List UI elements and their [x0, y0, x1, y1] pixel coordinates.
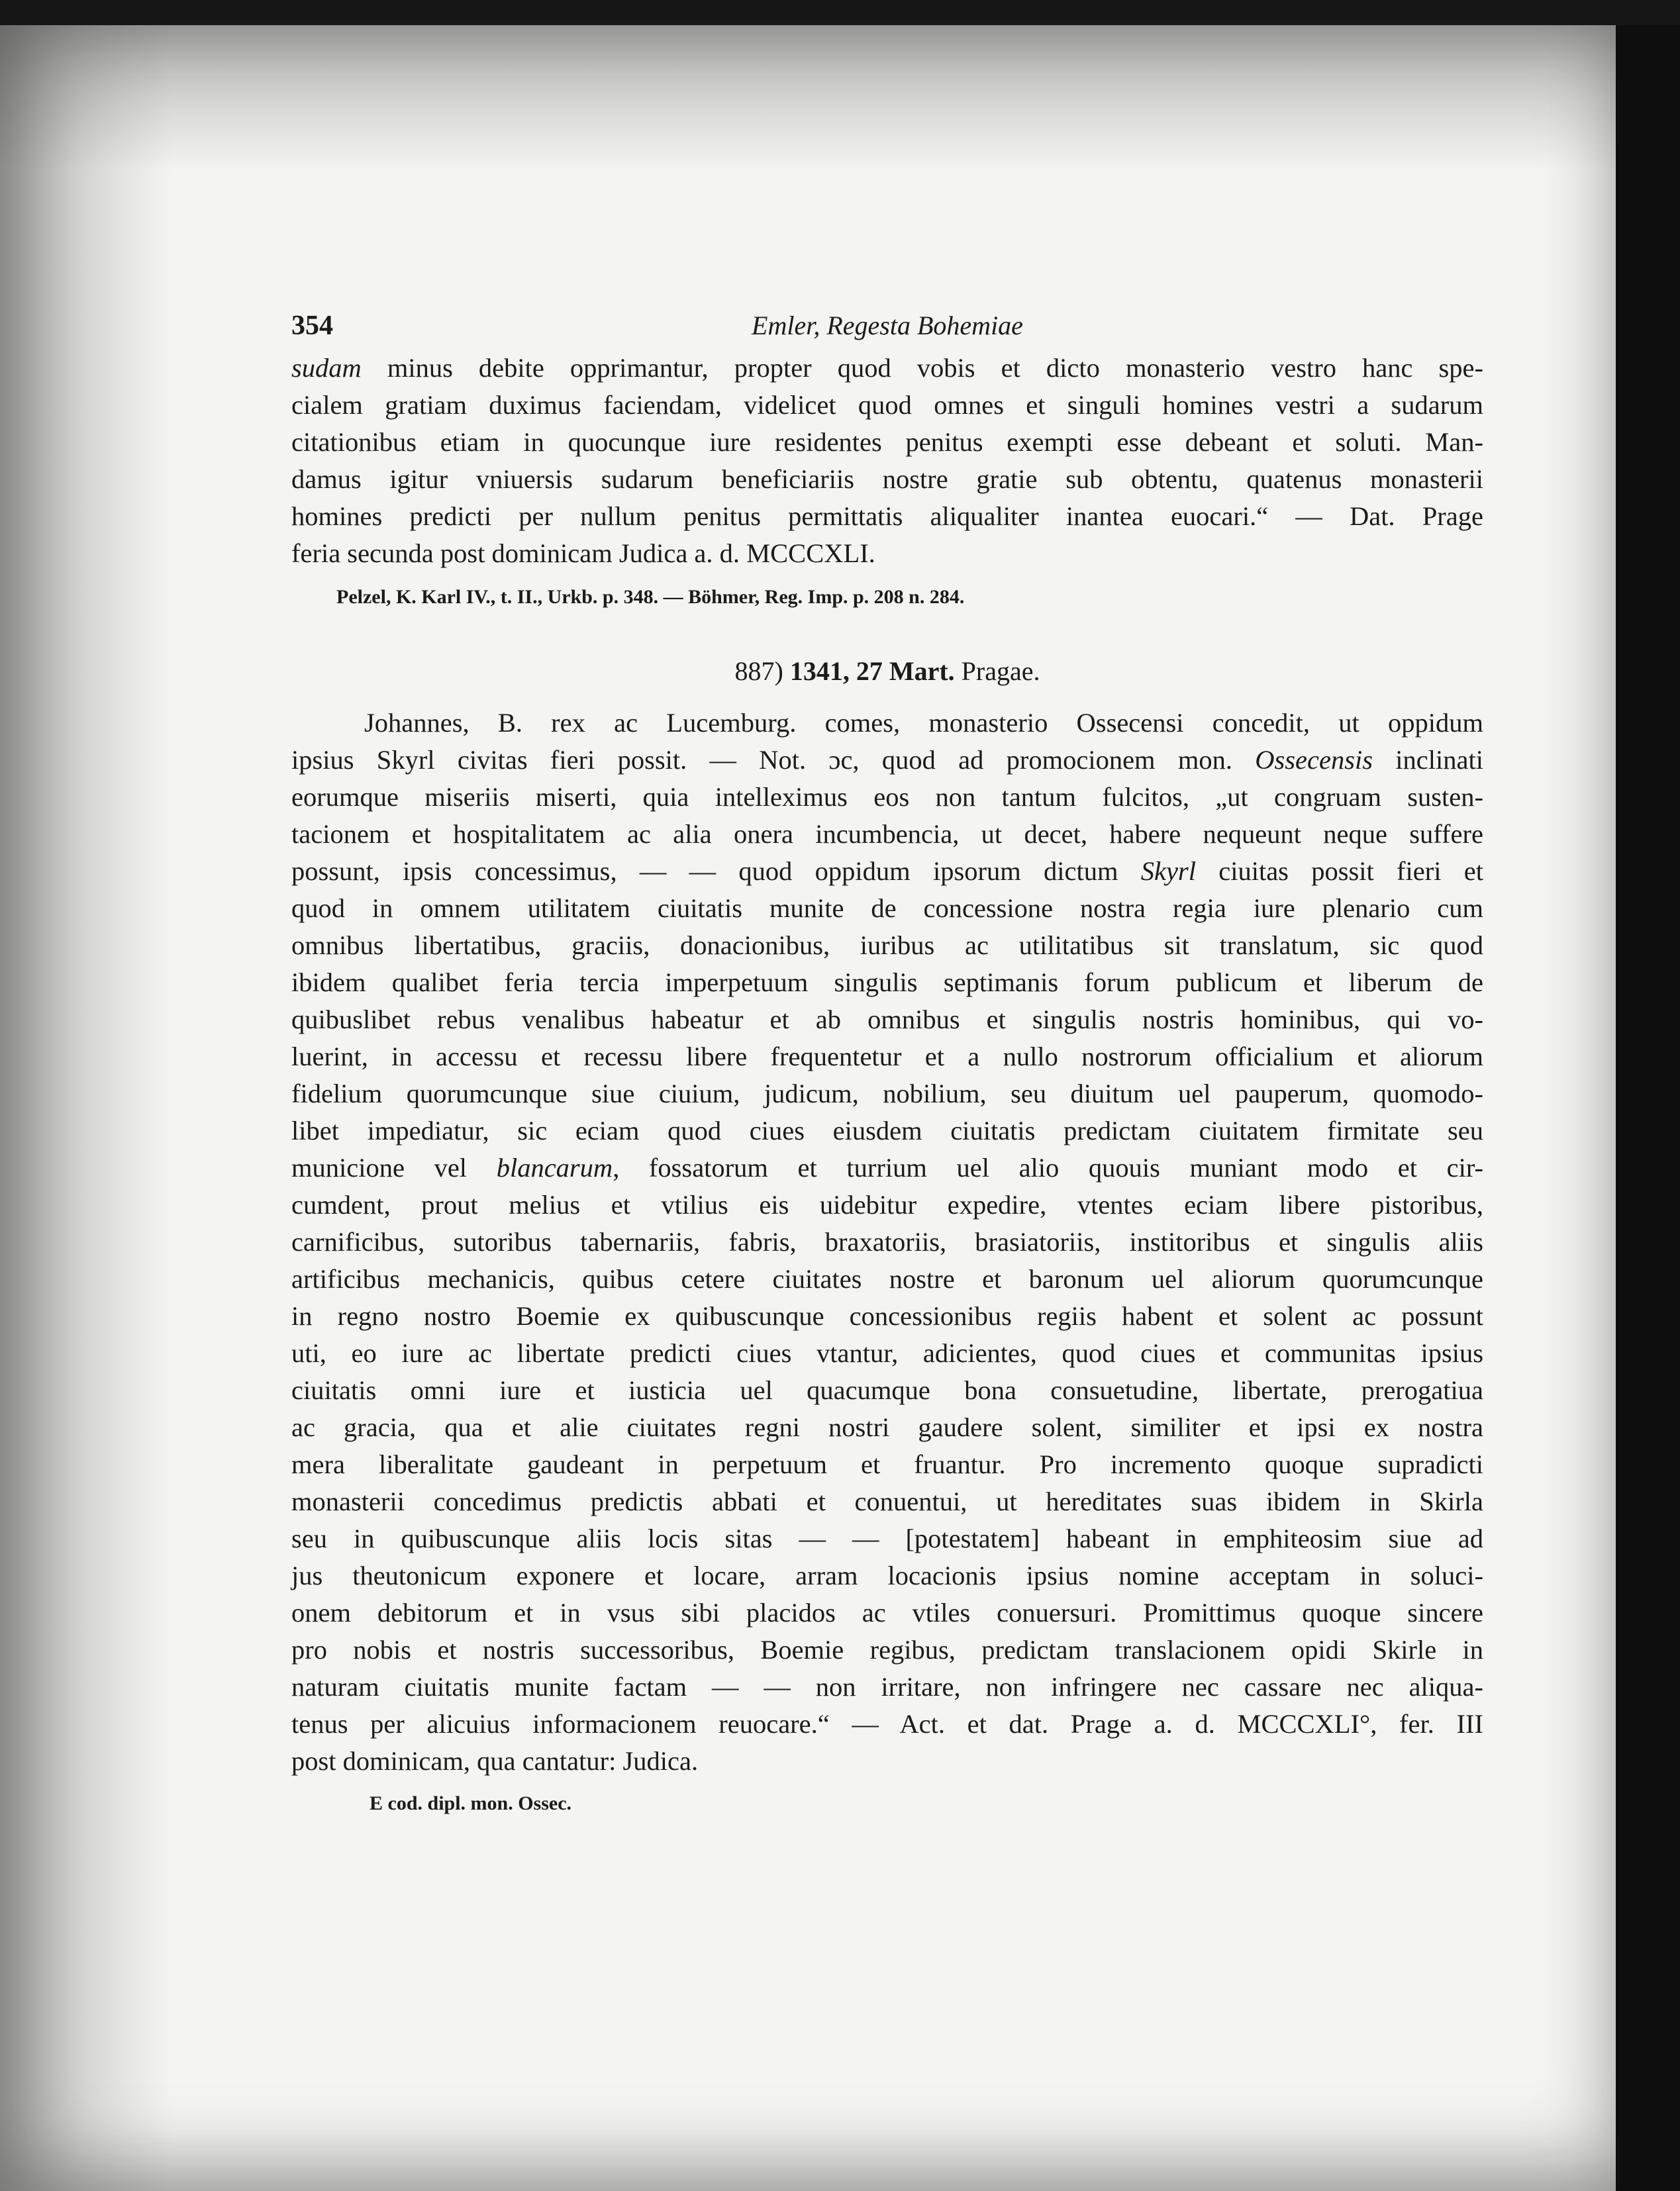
text-line: mera liberalitate gaudeant in perpetuum et fruantur. Pro incremento quoque supradicti [291, 1449, 1483, 1479]
entry-number: 887) [734, 656, 783, 686]
text-line: damus igitur vniuersis sudarum beneficiariis nostre gratie sub obtentu, quatenus monasterii [291, 464, 1483, 494]
text-line: quod in omnem utilitatem ciuitatis munite de concessione nostra regia iure plenario cum [291, 893, 1483, 923]
text-line: onem debitorum et in vsus sibi placidos ac vtiles conuersuri. Promittimus quoque sincere [291, 1598, 1483, 1628]
text-line: artificibus mechanicis, quibus cetere ciuitates nostre et baronum uel aliorum quorumcunque [291, 1264, 1483, 1294]
text-line: tenus per alicuius informacionem reuocare.“ — Act. et dat. Prage a. d. MCCCXLI°, fer. III [291, 1709, 1483, 1739]
entry-source: E cod. dipl. mon. Ossec. [370, 1792, 572, 1814]
text-line: omnibus libertatibus, graciis, donacionibus, iuribus ac utilitatibus sit translatum, sic quod [291, 930, 1483, 960]
text-line: possunt, ipsis concessimus, — — quod oppidum ipsorum dictum Skyrl ciuitas possit fieri et [291, 856, 1483, 886]
text-line: carnificibus, sutoribus tabernariis, fabris, braxatoriis, brasiatoriis, institoribus et singulis aliis [291, 1227, 1483, 1257]
italic-word: blancarum [496, 1153, 613, 1183]
continuation-paragraph [291, 350, 1483, 572]
text-line: jus theutonicum exponere et locare, arram locacionis ipsius nomine acceptam in soluci- [291, 1561, 1483, 1590]
text-line: in regno nostro Boemie ex quibuscunque concessionibus regiis habent et solent ac possunt [291, 1301, 1483, 1331]
text-line: cumdent, prout melius et vtilius eis uidebitur expedire, vtentes eciam libere pistoribus, [291, 1190, 1483, 1220]
page-header [291, 290, 1483, 350]
text-line: ac gracia, qua et alie ciuitates regni nostri gaudere solent, similiter et ipsi ex nostra [291, 1412, 1483, 1442]
entry-place: Pragae. [961, 656, 1040, 686]
entry-paragraph [291, 705, 1483, 1780]
book-page [0, 25, 1616, 2191]
text-line: citationibus etiam in quocunque iure residentes penitus exempti esse debeant et soluti. Man- [291, 427, 1483, 457]
text-line: luerint, in accessu et recessu libere frequentetur et a nullo nostrorum officialium et aliorum [291, 1042, 1483, 1071]
entry-heading [291, 653, 1483, 690]
text-line: tacionem et hospitalitatem ac alia onera incumbencia, ut decet, habere nequeunt neque suffere [291, 819, 1483, 849]
text-line: eorumque miseriis miserti, quia intelleximus eos non tantum fulcitos, „ut congruam susten- [291, 782, 1483, 812]
text-line: libet impediatur, sic eciam quod ciues eiusdem ciuitatis predictam ciuitatem firmitate seu [291, 1116, 1483, 1145]
text-line: sudam minus debite opprimantur, propter quod vobis et dicto monasterio vestro hanc spe- [291, 353, 1483, 383]
text-line: ibidem qualibet feria tercia imperpetuum singulis septimanis forum publicum et liberum de [291, 967, 1483, 997]
text-line: ipsius Skyrl civitas fieri possit. — Not. ɔc, quod ad promocionem mon. Ossecensis inclinati [291, 745, 1483, 775]
running-title: Emler, Regesta Bohemiae [752, 311, 1023, 340]
text-line: uti, eo iure ac libertate predicti ciues vtantur, adicientes, quod ciues et communitas ipsius [291, 1338, 1483, 1368]
text-line: fidelium quorumcunque siue ciuium, judicum, nobilium, seu diuitum uel pauperum, quomodo- [291, 1079, 1483, 1108]
page-content [291, 290, 1483, 1818]
text-line: quibuslibet rebus venalibus habeatur et ab omnibus et singulis nostris hominibus, qui vo- [291, 1004, 1483, 1034]
text-line: naturam ciuitatis munite factam — — non irritare, non infringere nec cassare nec aliqua- [291, 1672, 1483, 1702]
italic-word: Skyrl [1140, 856, 1196, 886]
continuation-source: Pelzel, K. Karl IV., t. II., Urkb. p. 348. — Böhmer, Reg. Imp. p. 208 n. 284. [336, 586, 965, 608]
page-number: 354 [291, 311, 333, 341]
text-line: Johannes, B. rex ac Lucemburg. comes, monasterio Ossecensi concedit, ut oppidum [364, 708, 1483, 738]
text-line: cialem gratiam duximus faciendam, videlicet quod omnes et singuli homines vestri a sudarum [291, 390, 1483, 420]
text-line: monasterii concedimus predictis abbati et conuentui, ut hereditates suas ibidem in Skirla [291, 1486, 1483, 1516]
text-line: ciuitatis omni iure et iusticia uel quacumque bona consuetudine, libertate, prerogatiua [291, 1375, 1483, 1405]
text-line: homines predicti per nullum penitus permittatis aliqualiter inantea euocari.“ — Dat. Prage [291, 501, 1483, 531]
scan-right-border [1616, 25, 1680, 2191]
text-line: municione vel blancarum, fossatorum et turrium uel alio quouis muniant modo et cir- [291, 1153, 1484, 1183]
text-line: seu in quibuscunque aliis locis sitas — — [potestatem] habeant in emphiteosim siue ad [291, 1524, 1483, 1553]
text-line: post dominicam, qua cantatur: Judica. [291, 1746, 699, 1776]
italic-word: Ossecensis [1255, 745, 1373, 775]
entry-date: 1341, 27 Mart. [789, 656, 955, 686]
italic-word: sudam [291, 353, 362, 383]
text-line: pro nobis et nostris successoribus, Boemie regibus, predictam translacionem opidi Skirle in [291, 1635, 1483, 1665]
text-line: feria secunda post dominicam Judica a. d. MCCCXLI. [291, 538, 875, 568]
scan-top-border [0, 0, 1680, 25]
